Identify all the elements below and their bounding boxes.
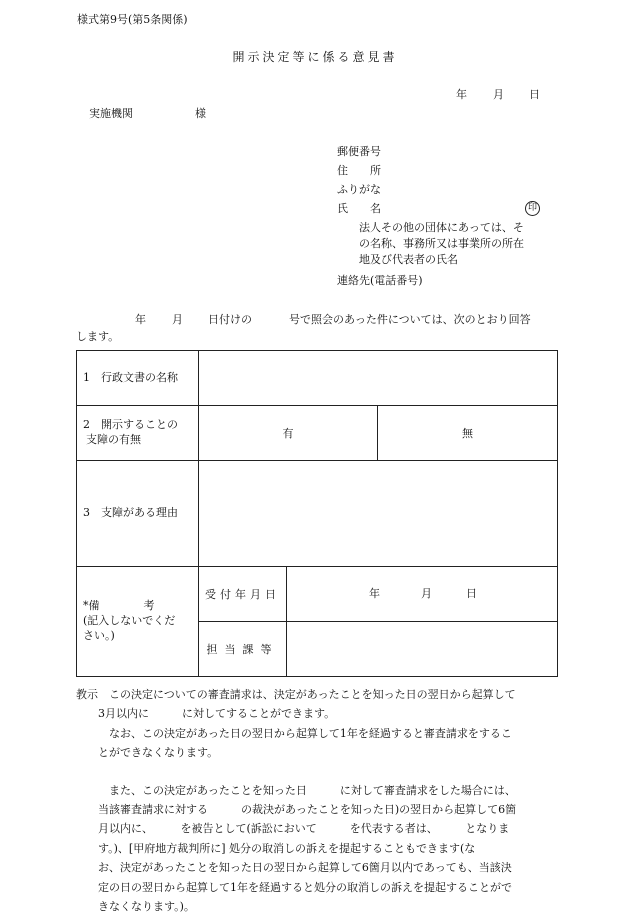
document-name-label: 1 行政文書の名称 (77, 351, 199, 406)
addressee-honorific: 様 (195, 107, 206, 120)
obstacle-yes-option[interactable]: 有 (199, 406, 378, 461)
intro-date-suffix: 日付けの (208, 313, 252, 326)
remarks-label (77, 567, 199, 677)
received-year: 年 (369, 587, 380, 600)
corp-note-line-3: 地及び代表者の氏名 (359, 253, 458, 266)
remarks-label-line-1: *備 考 (83, 599, 155, 613)
notes-p3-line-1: また、この決定があったことを知った日 に対して審査請求をした場合には、 (109, 783, 516, 797)
date-day-label: 日 (529, 88, 540, 101)
notes-lead: 教示 (76, 688, 98, 701)
remarks-label-line-2: (記入しないでくだ (83, 614, 176, 628)
received-date-field[interactable] (287, 567, 558, 622)
reason-label: 3 支障がある理由 (77, 461, 199, 567)
seal-icon: 印 (525, 201, 540, 216)
opinion-form-table (76, 350, 558, 677)
corp-note-line-2: の名称、事務所又は事業所の所在 (359, 237, 524, 250)
notes-p3-line-4: す。)、[甲府地方裁判所に] 処分の取消しの訴えを提起することもできます(な (98, 841, 476, 855)
received-day: 日 (466, 587, 477, 600)
addressee-org: 実施機関 (89, 107, 133, 120)
obstacle-label (77, 406, 199, 461)
row-obstacle (77, 406, 558, 461)
remarks-label-line-3: さい。) (83, 628, 115, 642)
notes-p1-line-1: 教示 この決定についての審査請求は、決定があったことを知った日の翌日から起算して (76, 688, 516, 701)
notes-p3-line-3: 月以内に、 を被告として(訴訟において を代表する者は、 となりま (98, 822, 510, 836)
document-name-field[interactable] (199, 351, 558, 406)
document-title: 開示決定等に係る意見書 (232, 50, 398, 64)
intro-year: 年 (135, 313, 146, 326)
received-date-label: 受付年月日 (199, 567, 287, 622)
intro-month: 月 (172, 313, 183, 326)
intro-number-text: 号で照会のあった件については、次のとおり回答 (289, 313, 531, 326)
row-received-date (77, 567, 558, 622)
row-reason (77, 461, 558, 567)
instructions-section (76, 685, 560, 916)
date-month-label: 月 (493, 88, 504, 101)
received-month: 月 (421, 587, 432, 600)
address-label: 住 所 (337, 164, 381, 177)
row-document-name (77, 351, 558, 406)
contact-label: 連絡先(電話番号) (337, 274, 423, 287)
notes-p2-line-1: なお、この決定があった日の翌日から起算して1年を経過すると審査請求をするこ (109, 726, 512, 740)
form-number: 様式第9号(第5条関係) (77, 13, 188, 26)
notes-p1-line-2: 3月以内に に対してすることができます。 (98, 707, 336, 721)
corp-note-line-1: 法人その他の団体にあっては、そ (359, 221, 524, 234)
reason-field[interactable] (199, 461, 558, 567)
notes-p3-line-2: 当該審査請求に対する の裁決があったことを知った日)の翌日から起算して6箇 (98, 803, 517, 817)
date-year-label: 年 (456, 88, 467, 101)
furigana-label: ふりがな (337, 183, 381, 196)
section-label: 担当課等 (199, 622, 287, 677)
notes-p3-line-7: きなくなります。)。 (98, 900, 195, 914)
postal-code-label: 郵便番号 (337, 145, 381, 158)
notes-p2-line-2: とができなくなります。 (98, 746, 219, 760)
obstacle-no-option[interactable]: 無 (378, 406, 558, 461)
notes-p3-line-6: 定の日の翌日から起算して1年を経過すると処分の取消しの訴えを提起することがで (98, 880, 512, 894)
obstacle-label-line-1: 2 開示することの (83, 418, 178, 432)
intro-line-2: します。 (76, 330, 120, 343)
name-label: 氏 名 (337, 202, 381, 215)
section-field[interactable] (287, 622, 558, 677)
notes-p3-line-5: お、決定があったことを知った日の翌日から起算して6箇月以内であっても、当該決 (98, 861, 512, 875)
obstacle-label-line-2: 支障の有無 (86, 433, 141, 446)
